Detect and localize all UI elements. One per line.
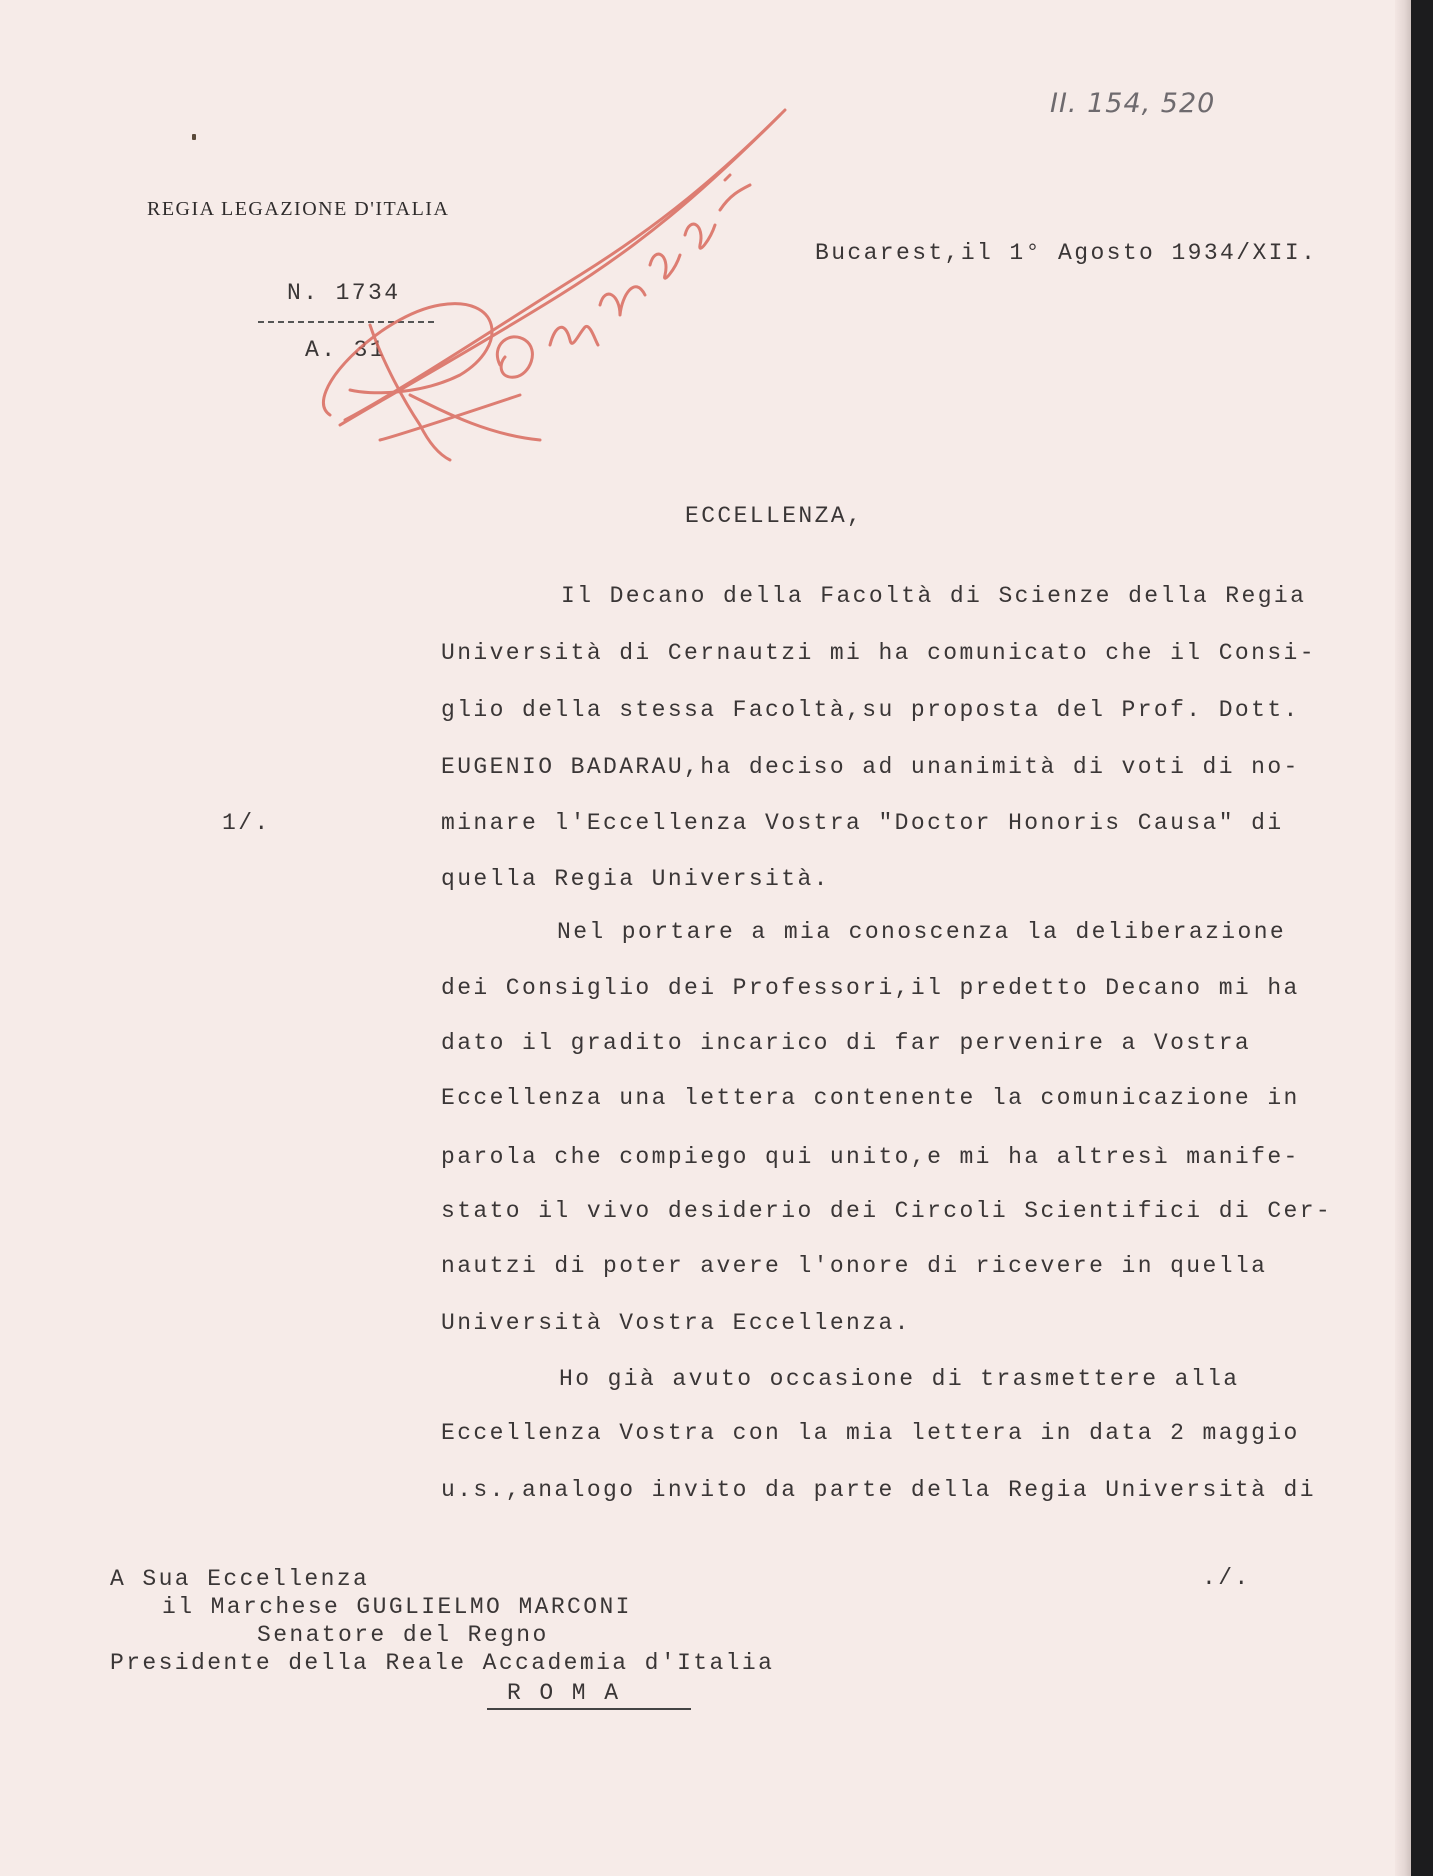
body-line: quella Regia Università. <box>441 866 830 892</box>
addressee-line: A Sua Eccellenza <box>110 1566 370 1592</box>
enclosure-mark: 1/. <box>222 810 271 836</box>
city-underline <box>487 1708 691 1710</box>
letterhead: REGIA LEGAZIONE D'ITALIA <box>147 198 450 220</box>
continuation-mark: ./. <box>1202 1565 1251 1591</box>
paper-edge <box>1395 0 1411 1876</box>
body-line: parola che compiego qui unito,e mi ha altresì manife- <box>441 1144 1300 1170</box>
body-line: Università di Cernautzi mi ha comunicato che il Consi- <box>441 640 1316 666</box>
reference-number: N. 1734 <box>287 280 401 306</box>
body-line: u.s.,analogo invito da parte della Regia Università di <box>441 1477 1316 1503</box>
body-line: minare l'Eccellenza Vostra "Doctor Honoris Causa" di <box>441 810 1284 836</box>
salutation: ECCELLENZA, <box>685 503 864 529</box>
addressee-line: il Marchese GUGLIELMO MARCONI <box>162 1594 632 1620</box>
body-line: EUGENIO BADARAU,ha deciso ad unanimità di voti di no- <box>441 754 1300 780</box>
body-line: Il Decano della Facoltà di Scienze della Regia <box>561 583 1307 609</box>
ink-speck <box>192 134 196 140</box>
body-line: Eccellenza Vostra con la mia lettera in data 2 maggio <box>441 1420 1300 1446</box>
addressee-line: Presidente della Reale Accademia d'Italia <box>110 1650 775 1676</box>
addressee-line: Senatore del Regno <box>257 1622 549 1648</box>
body-line: glio della stessa Facoltà,su proposta del Prof. Dott. <box>441 697 1300 723</box>
pencil-annotation-romania <box>260 95 820 555</box>
body-line: nautzi di poter avere l'onore di ricevere in quella <box>441 1253 1268 1279</box>
body-line: Eccellenza una lettera contenente la comunicazione in <box>441 1085 1300 1111</box>
body-line: dato il gradito incarico di far pervenire a Vostra <box>441 1030 1252 1056</box>
place-date: Bucarest,il 1° Agosto 1934/XII. <box>815 240 1318 266</box>
body-line: Università Vostra Eccellenza. <box>441 1310 911 1336</box>
body-line: stato il vivo desiderio dei Circoli Scientifici di Cer- <box>441 1198 1333 1224</box>
reference-annex: A. 31 <box>305 337 387 363</box>
body-line: Ho già avuto occasione di trasmettere alla <box>559 1366 1240 1392</box>
body-line: Nel portare a mia conoscenza la deliberazione <box>557 919 1287 945</box>
addressee-city: R O M A <box>507 1680 621 1706</box>
archive-number: II. 154, 520 <box>1050 88 1216 119</box>
body-line: dei Consiglio dei Professori,il predetto Decano mi ha <box>441 975 1300 1001</box>
